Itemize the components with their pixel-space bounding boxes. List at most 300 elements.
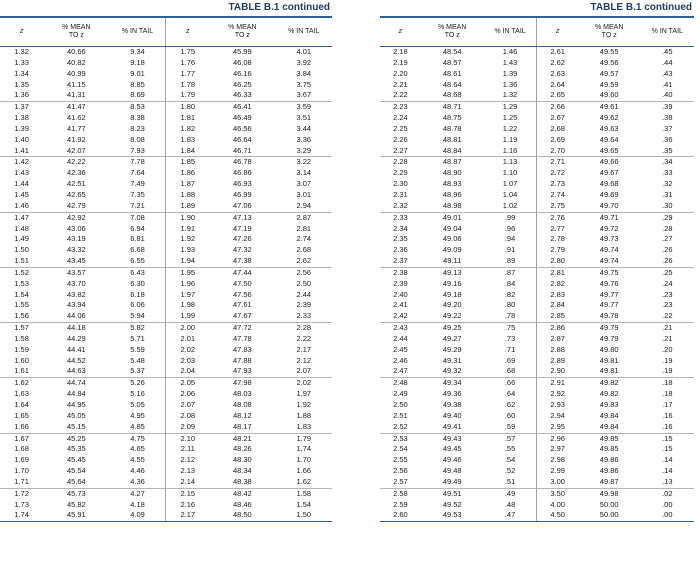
cell-z: 2.69 [537, 135, 578, 146]
cell-mean-to-z: 49.81 [599, 355, 619, 365]
table-row [380, 279, 694, 290]
cell-z: 2.49 [393, 389, 408, 399]
cell-z: 2.26 [393, 134, 408, 144]
cell-mean-to-z: 44.41 [66, 344, 86, 354]
cell-z: 2.29 [393, 168, 408, 178]
table-row [380, 334, 694, 345]
table-row [0, 444, 332, 455]
cell-z: 2.44 [393, 333, 408, 343]
cell-z: 1.47 [0, 212, 43, 223]
cell-in-tail: 1.97 [296, 389, 312, 399]
cell-mean-to-z: 49.43 [421, 433, 484, 444]
cell-z: 2.70 [537, 146, 578, 157]
cell-in-tail: 4.18 [130, 499, 145, 509]
cell-z: 2.61 [537, 47, 578, 58]
cell-in-tail: .23 [662, 289, 673, 299]
cell-z: 2.38 [380, 267, 421, 278]
table-row [0, 124, 332, 135]
cell-in-tail: .45 [662, 47, 673, 56]
cell-in-tail: .68 [504, 366, 516, 376]
header-in-tail: % IN TAIL [484, 17, 537, 47]
cell-mean-to-z: 43.45 [66, 256, 86, 266]
cell-mean-to-z: 49.06 [442, 234, 462, 244]
cell-in-tail: 5.82 [110, 323, 166, 334]
cell-z: 1.70 [14, 466, 29, 476]
cell-mean-to-z: 41.15 [66, 79, 86, 89]
cell-in-tail: 2.39 [296, 300, 312, 310]
table-row [0, 345, 332, 356]
left-table-panel [0, 0, 332, 522]
cell-in-tail: 5.59 [130, 344, 145, 354]
cell-mean-to-z: 41.62 [66, 113, 86, 123]
cell-mean-to-z: 47.56 [232, 289, 252, 299]
cell-mean-to-z: 49.36 [442, 389, 462, 399]
header-row [0, 17, 332, 47]
cell-in-tail: .96 [504, 223, 516, 233]
cell-mean-to-z: 49.64 [599, 134, 619, 144]
cell-in-tail: 4.01 [296, 47, 312, 56]
cell-z: 1.69 [14, 455, 29, 465]
cell-z: 1.64 [14, 400, 29, 409]
cell-mean-to-z: 45.05 [66, 410, 86, 420]
cell-z: 2.58 [380, 488, 421, 499]
cell-z: 2.23 [380, 102, 421, 113]
cell-z: 2.31 [393, 189, 408, 199]
table-title: TABLE B.1 continued [228, 2, 330, 13]
cell-in-tail: 8.85 [130, 79, 145, 89]
cell-z: 2.06 [166, 389, 209, 400]
cell-z: 2.86 [537, 323, 578, 334]
cell-mean-to-z: 46.99 [232, 189, 252, 199]
cell-z: 2.77 [537, 224, 578, 235]
cell-mean-to-z: 46.78 [209, 157, 275, 168]
table-row [0, 102, 332, 113]
cell-z: 2.79 [537, 245, 578, 256]
cell-mean-to-z: 49.69 [599, 189, 619, 199]
cell-mean-to-z: 47.61 [232, 300, 252, 310]
cell-z: 1.82 [166, 124, 209, 135]
cell-in-tail: .49 [484, 488, 537, 499]
table-row [0, 488, 332, 499]
cell-mean-to-z: 49.48 [442, 466, 462, 476]
table-body [380, 47, 694, 522]
right-table-panel [380, 0, 694, 522]
table-row [380, 80, 694, 91]
cell-z: 2.33 [380, 212, 421, 223]
cell-mean-to-z: 49.22 [442, 311, 462, 321]
table-row [380, 311, 694, 322]
cell-z: 1.35 [14, 79, 29, 89]
table-row [0, 422, 332, 433]
cell-z: 2.56 [393, 466, 408, 476]
cell-z: 1.55 [14, 300, 29, 310]
cell-mean-to-z: 41.47 [43, 102, 109, 113]
cell-in-tail: .52 [504, 466, 516, 476]
cell-z: 1.86 [166, 168, 209, 179]
cell-in-tail: 6.81 [130, 234, 145, 244]
cell-z: 1.46 [14, 200, 29, 210]
table-row [0, 411, 332, 422]
table-row [0, 234, 332, 245]
cell-in-tail: 4.85 [130, 421, 145, 431]
header-in-tail: % IN TAIL [641, 17, 694, 47]
cell-in-tail: 9.01 [130, 68, 145, 78]
cell-in-tail: .94 [504, 234, 516, 244]
cell-in-tail: 2.44 [296, 289, 312, 299]
cell-mean-to-z: 47.72 [209, 323, 275, 334]
cell-in-tail: 2.12 [296, 355, 312, 365]
cell-mean-to-z: 49.74 [599, 256, 619, 266]
cell-in-tail: .40 [662, 90, 673, 100]
cell-mean-to-z: 42.22 [43, 157, 109, 168]
cell-in-tail: 8.69 [130, 90, 145, 100]
cell-in-tail: 6.18 [130, 289, 145, 299]
header-z: z [166, 17, 209, 47]
cell-in-tail: .91 [504, 245, 516, 255]
table-row [380, 400, 694, 411]
table-row [0, 47, 332, 58]
cell-in-tail: .20 [662, 344, 673, 354]
cell-in-tail: .60 [504, 410, 516, 420]
cell-mean-to-z: 46.49 [232, 113, 252, 123]
cell-in-tail: 2.28 [276, 323, 332, 334]
cell-mean-to-z: 49.85 [578, 433, 641, 444]
cell-z: 2.47 [393, 366, 408, 376]
cell-z: 1.88 [166, 190, 209, 201]
cell-mean-to-z: 41.92 [66, 134, 86, 144]
cell-mean-to-z: 44.95 [66, 400, 86, 409]
cell-in-tail: .32 [662, 179, 673, 189]
header-in-tail: % IN TAIL [110, 17, 166, 47]
cell-mean-to-z: 46.08 [232, 57, 252, 67]
cell-mean-to-z: 49.11 [443, 256, 462, 266]
cell-z: 1.61 [14, 366, 29, 376]
cell-mean-to-z: 49.75 [578, 267, 641, 278]
table-row [380, 510, 694, 521]
cell-in-tail: .17 [662, 400, 673, 409]
cell-in-tail: 1.25 [502, 113, 518, 123]
cell-mean-to-z: 49.29 [442, 344, 462, 354]
cell-z: 1.41 [14, 145, 29, 155]
cell-mean-to-z: 48.75 [442, 113, 462, 123]
cell-z: 2.12 [166, 455, 209, 466]
cell-in-tail: 2.02 [276, 378, 332, 389]
table-row [380, 90, 694, 101]
cell-mean-to-z: 42.36 [66, 168, 86, 178]
cell-in-tail: 2.81 [296, 223, 312, 233]
cell-in-tail: 1.07 [502, 179, 518, 189]
cell-mean-to-z: 49.31 [442, 355, 462, 365]
cell-in-tail: 1.92 [296, 400, 312, 409]
cell-in-tail: 1.54 [296, 499, 312, 509]
cell-in-tail: 1.88 [296, 410, 312, 420]
table-row [380, 378, 694, 389]
cell-mean-to-z: 49.87 [599, 476, 619, 486]
header-z: z [0, 17, 43, 47]
table-row [380, 356, 694, 367]
cell-in-tail: .19 [662, 355, 673, 365]
cell-mean-to-z: 48.64 [442, 79, 462, 89]
cell-z: 1.94 [166, 256, 209, 267]
cell-z: 1.56 [14, 311, 29, 321]
cell-mean-to-z: 44.63 [66, 366, 86, 376]
cell-mean-to-z: 48.26 [232, 444, 252, 454]
cell-in-tail: 2.74 [296, 234, 312, 244]
cell-z: 2.84 [537, 300, 578, 311]
table-row [0, 300, 332, 311]
cell-in-tail: 9.34 [130, 47, 145, 56]
cell-in-tail: 9.18 [130, 57, 145, 67]
cell-in-tail: .35 [662, 145, 673, 155]
table-row [0, 135, 332, 146]
cell-in-tail: .18 [662, 389, 673, 399]
cell-in-tail: 1.22 [502, 123, 518, 133]
cell-z: 1.57 [0, 323, 43, 334]
cell-in-tail: .19 [662, 366, 673, 376]
cell-in-tail: .78 [504, 311, 516, 321]
table-row [380, 179, 694, 190]
header-mean-to-z: % MEAN TO z [421, 17, 484, 47]
cell-z: 1.45 [14, 189, 29, 199]
cell-in-tail: .33 [662, 168, 673, 178]
cell-z: 2.01 [166, 334, 209, 345]
cell-z: 2.11 [166, 444, 209, 455]
cell-z: 1.38 [14, 113, 29, 123]
cell-mean-to-z: 47.06 [232, 200, 252, 210]
table-row [380, 168, 694, 179]
cell-z: 2.46 [393, 355, 408, 365]
cell-in-tail: 4.65 [130, 444, 145, 454]
cell-mean-to-z: 49.18 [442, 289, 462, 299]
cell-z: 2.99 [537, 466, 578, 477]
cell-in-tail: 7.08 [110, 212, 166, 223]
cell-in-tail: 1.19 [502, 134, 518, 144]
cell-in-tail: 3.67 [296, 90, 312, 100]
cell-in-tail: .34 [641, 157, 694, 168]
cell-mean-to-z: 43.94 [66, 300, 86, 310]
cell-z: 1.53 [14, 278, 29, 288]
cell-in-tail: 8.38 [130, 113, 145, 123]
cell-z: 1.92 [166, 234, 209, 245]
cell-mean-to-z: 44.29 [66, 333, 86, 343]
cell-z: 1.78 [166, 80, 209, 91]
cell-z: 2.93 [537, 400, 578, 411]
cell-mean-to-z: 45.99 [232, 47, 252, 56]
cell-in-tail: 7.93 [130, 145, 145, 155]
cell-in-tail: 2.68 [296, 245, 312, 255]
cell-z: 1.32 [14, 47, 29, 56]
cell-mean-to-z: 49.49 [442, 476, 462, 486]
cell-in-tail: 4.55 [130, 455, 145, 465]
cell-in-tail: .87 [484, 267, 537, 278]
cell-mean-to-z: 48.93 [442, 179, 462, 189]
cell-in-tail: 8.53 [110, 102, 166, 113]
table-body [0, 47, 332, 522]
cell-in-tail: 2.62 [296, 256, 312, 266]
table-row [0, 311, 332, 322]
cell-in-tail: .16 [662, 410, 673, 420]
cell-z: 1.81 [166, 113, 209, 124]
cell-in-tail: .21 [641, 323, 694, 334]
cell-in-tail: 8.23 [130, 123, 145, 133]
cell-in-tail: 1.13 [484, 157, 537, 168]
cell-mean-to-z: 49.83 [599, 400, 619, 409]
cell-z: 2.83 [537, 290, 578, 301]
table-row [0, 510, 332, 521]
cell-mean-to-z: 47.50 [232, 278, 252, 288]
cell-mean-to-z: 49.82 [578, 378, 641, 389]
cell-mean-to-z: 49.63 [599, 123, 619, 133]
cell-z: 1.80 [166, 102, 209, 113]
cell-in-tail: 1.74 [296, 444, 312, 454]
cell-z: 1.66 [14, 421, 29, 431]
cell-in-tail: 5.71 [130, 333, 145, 343]
cell-z: 4.00 [537, 500, 578, 511]
cell-in-tail: 5.37 [130, 366, 145, 376]
cell-in-tail: .28 [662, 223, 673, 233]
cell-mean-to-z: 46.64 [232, 134, 252, 144]
cell-z: 2.21 [393, 79, 408, 89]
cell-in-tail: .37 [662, 123, 673, 133]
cell-mean-to-z: 49.46 [442, 455, 462, 465]
cell-in-tail: 3.36 [296, 134, 312, 144]
cell-in-tail: .39 [641, 102, 694, 113]
cell-in-tail: 3.59 [276, 102, 332, 113]
header-mean-to-z: % MEAN TO z [578, 17, 641, 47]
cell-in-tail: .24 [662, 278, 673, 288]
cell-mean-to-z: 48.03 [232, 389, 252, 399]
cell-in-tail: 5.48 [130, 355, 145, 365]
cell-in-tail: .73 [504, 333, 516, 343]
cell-z: 2.97 [537, 444, 578, 455]
table-row [0, 290, 332, 301]
cell-in-tail: 3.01 [296, 189, 312, 199]
cell-z: 2.08 [166, 411, 209, 422]
cell-mean-to-z: 49.79 [599, 333, 619, 343]
table-title: TABLE B.1 continued [590, 2, 692, 13]
cell-z: 2.98 [537, 455, 578, 466]
cell-z: 1.97 [166, 290, 209, 301]
table-row [380, 345, 694, 356]
cell-z: 2.74 [537, 190, 578, 201]
table-row [380, 300, 694, 311]
table-row [380, 466, 694, 477]
cell-in-tail: 1.46 [502, 47, 518, 56]
table-row [380, 477, 694, 488]
cell-z: 1.54 [14, 289, 29, 299]
cell-z: 2.51 [393, 410, 408, 420]
cell-in-tail: .21 [662, 333, 673, 343]
cell-mean-to-z: 50.00 [599, 499, 619, 509]
cell-mean-to-z: 41.31 [66, 90, 86, 100]
cell-mean-to-z: 42.07 [66, 145, 86, 155]
cell-mean-to-z: 49.85 [599, 444, 619, 454]
cell-z: 1.58 [14, 333, 29, 343]
z-table-right [380, 16, 694, 522]
cell-in-tail: 7.64 [130, 168, 145, 178]
cell-mean-to-z: 45.73 [43, 488, 109, 499]
cell-z: 2.24 [393, 113, 408, 123]
table-row [380, 256, 694, 267]
cell-in-tail: 1.29 [484, 102, 537, 113]
cell-in-tail: 3.51 [296, 113, 312, 123]
table-row [0, 80, 332, 91]
table-row [0, 179, 332, 190]
cell-mean-to-z: 43.82 [66, 289, 86, 299]
cell-in-tail: .84 [504, 278, 516, 288]
cell-mean-to-z: 46.25 [232, 79, 252, 89]
cell-z: 2.76 [537, 212, 578, 223]
cell-z: 2.54 [393, 444, 408, 454]
cell-mean-to-z: 49.38 [442, 400, 462, 409]
cell-in-tail: 4.09 [110, 510, 166, 521]
cell-z: 2.39 [393, 278, 408, 288]
table-row [0, 477, 332, 488]
cell-z: 1.84 [166, 146, 209, 157]
table-row [380, 201, 694, 212]
cell-mean-to-z: 47.83 [232, 344, 252, 354]
cell-mean-to-z: 47.32 [232, 245, 252, 255]
cell-in-tail: .23 [662, 300, 673, 310]
table-row [380, 234, 694, 245]
cell-z: 2.16 [166, 500, 209, 511]
cell-in-tail: .30 [662, 200, 673, 210]
cell-in-tail: 6.55 [130, 256, 145, 266]
table-row [0, 334, 332, 345]
cell-mean-to-z: 48.98 [442, 200, 462, 210]
cell-in-tail: .48 [504, 499, 516, 509]
cell-mean-to-z: 47.13 [209, 212, 275, 223]
cell-in-tail: 1.66 [296, 466, 312, 476]
cell-z: 2.60 [380, 510, 421, 521]
cell-mean-to-z: 42.65 [66, 189, 86, 199]
cell-mean-to-z: 47.67 [232, 311, 252, 321]
cell-mean-to-z: 44.06 [66, 311, 86, 321]
cell-z: 2.52 [393, 421, 408, 431]
cell-mean-to-z: 47.38 [232, 256, 252, 266]
cell-in-tail: 1.10 [502, 168, 518, 178]
cell-z: 2.91 [537, 378, 578, 389]
cell-mean-to-z: 49.04 [442, 223, 462, 233]
table-row [0, 356, 332, 367]
cell-mean-to-z: 48.68 [442, 90, 462, 100]
table-row [0, 433, 332, 444]
cell-mean-to-z: 40.66 [66, 47, 86, 56]
table-row [380, 157, 694, 168]
table-row [0, 58, 332, 69]
cell-in-tail: 1.43 [502, 57, 518, 67]
cell-in-tail: .99 [484, 212, 537, 223]
cell-in-tail: .69 [504, 355, 516, 365]
cell-in-tail: .59 [504, 421, 516, 431]
cell-in-tail: .51 [504, 476, 516, 486]
cell-mean-to-z: 49.55 [599, 47, 619, 56]
table-row [0, 245, 332, 256]
cell-z: 2.81 [537, 267, 578, 278]
cell-in-tail: 2.94 [296, 200, 312, 210]
cell-mean-to-z: 49.13 [421, 267, 484, 278]
cell-in-tail: 7.35 [130, 189, 145, 199]
cell-mean-to-z: 48.61 [442, 68, 462, 78]
cell-mean-to-z: 49.70 [599, 200, 619, 210]
cell-in-tail: 1.16 [502, 145, 518, 155]
cell-z: 2.67 [537, 113, 578, 124]
cell-mean-to-z: 46.86 [232, 168, 252, 178]
cell-mean-to-z: 42.51 [66, 179, 86, 189]
cell-in-tail: 4.36 [130, 476, 145, 486]
cell-in-tail: 3.84 [296, 68, 312, 78]
cell-mean-to-z: 49.65 [599, 145, 619, 155]
